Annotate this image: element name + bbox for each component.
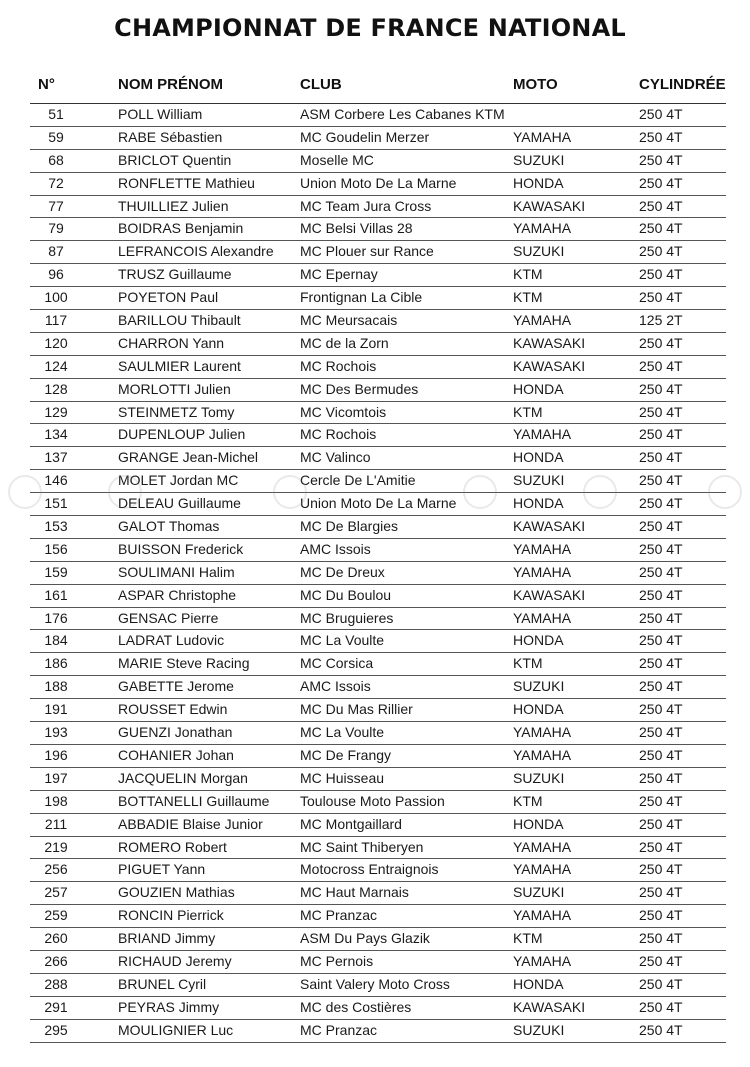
cell-num: 161 (44, 586, 68, 603)
table-row (30, 859, 726, 882)
cell-name: ASPAR Christophe (118, 586, 237, 603)
cell-name: BRUNEL Cyril (118, 975, 207, 992)
table-row (30, 539, 726, 562)
cell-name: BUISSON Frederick (118, 540, 244, 557)
cell-name: PEYRAS Jimmy (118, 998, 220, 1015)
cell-moto: KAWASAKI (513, 357, 586, 374)
cell-club: MC De Frangy (300, 746, 392, 763)
cell-num: 120 (44, 334, 68, 351)
cell-cylindree: 250 4T (639, 609, 683, 626)
cell-num: 159 (44, 563, 68, 580)
cell-moto: YAMAHA (513, 540, 572, 557)
cell-club: MC Meursacais (300, 312, 398, 329)
cell-num: 256 (44, 861, 68, 878)
cell-name: MARIE Steve Racing (118, 655, 250, 672)
cell-name: STEINMETZ Tomy (118, 403, 235, 420)
header-name: NOM PRÉNOM (118, 76, 223, 93)
cell-cylindree: 250 4T (639, 815, 683, 832)
cell-moto: KTM (513, 266, 543, 283)
cell-club: MC Plouer sur Rance (300, 243, 434, 260)
cell-name: GENSAC Pierre (118, 609, 219, 626)
cell-club: Union Moto De La Marne (300, 174, 457, 191)
cell-club: MC Montgaillard (300, 815, 402, 832)
cell-cylindree: 250 4T (639, 426, 683, 443)
cell-moto: YAMAHA (513, 426, 572, 443)
cell-num: 68 (48, 151, 64, 168)
table-row (30, 264, 726, 287)
cell-club: Frontignan La Cible (300, 289, 423, 306)
cell-club: MC Haut Marnais (300, 884, 409, 901)
cell-moto: YAMAHA (513, 746, 572, 763)
cell-moto: YAMAHA (513, 609, 572, 626)
cell-cylindree: 250 4T (639, 334, 683, 351)
cell-moto: YAMAHA (513, 128, 572, 145)
cell-club: MC de la Zorn (300, 334, 389, 351)
cell-cylindree: 250 4T (639, 930, 683, 947)
cell-name: MOULIGNIER Luc (118, 1021, 234, 1038)
cell-cylindree: 250 4T (639, 243, 683, 260)
cell-club: MC Valinco (300, 449, 371, 466)
cell-club: ASM Corbere Les Cabanes KTM (300, 106, 505, 122)
cell-club: AMC Issois (300, 540, 371, 557)
cell-num: 186 (44, 655, 68, 672)
cell-name: SOULIMANI Halim (118, 563, 235, 580)
cell-num: 295 (44, 1021, 68, 1038)
cell-cylindree: 250 4T (639, 975, 683, 992)
cell-cylindree: 250 4T (639, 701, 683, 718)
cell-num: 134 (44, 426, 68, 443)
header-club: CLUB (300, 76, 342, 93)
cell-moto: SUZUKI (513, 243, 565, 260)
cell-num: 184 (44, 632, 68, 649)
cell-num: 257 (44, 884, 68, 901)
table-row (30, 379, 726, 402)
cell-moto: HONDA (513, 380, 564, 397)
cell-moto: HONDA (513, 701, 564, 718)
cell-name: LEFRANCOIS Alexandre (118, 243, 274, 260)
cell-moto: HONDA (513, 975, 564, 992)
cell-name: MOLET Jordan MC (118, 472, 239, 489)
cell-moto: YAMAHA (513, 952, 572, 969)
cell-club: MC Bruguieres (300, 609, 394, 626)
table-row (30, 241, 726, 264)
cell-num: 77 (48, 197, 64, 214)
table-row (30, 928, 726, 951)
cell-cylindree: 250 4T (639, 724, 683, 741)
cell-num: 128 (44, 380, 68, 397)
cell-num: 156 (44, 540, 68, 557)
header-num: N° (38, 76, 55, 93)
cell-cylindree: 250 4T (639, 174, 683, 191)
cell-club: MC Rochois (300, 426, 377, 443)
cell-club: MC Des Bermudes (300, 380, 419, 397)
cell-moto: SUZUKI (513, 884, 565, 901)
table-row (30, 562, 726, 585)
cell-club: MC Pranzac (300, 907, 378, 924)
table-row (30, 722, 726, 745)
cell-cylindree: 250 4T (639, 655, 683, 672)
cell-num: 96 (48, 266, 64, 283)
cell-club: MC Vicomtois (300, 403, 387, 420)
table-row (30, 814, 726, 837)
table-row (30, 1020, 726, 1043)
cell-name: DELEAU Guillaume (118, 495, 241, 512)
cell-cylindree: 250 4T (639, 380, 683, 397)
table-row (30, 218, 726, 241)
cell-cylindree: 250 4T (639, 151, 683, 168)
cell-name: GALOT Thomas (118, 518, 220, 535)
cell-moto: YAMAHA (513, 312, 572, 329)
cell-name: RICHAUD Jeremy (118, 952, 232, 969)
cell-name: BARILLOU Thibault (118, 312, 241, 329)
table-row (30, 974, 726, 997)
table-row (30, 310, 726, 333)
cell-club: MC De Dreux (300, 563, 385, 580)
header-cylindree: CYLINDRÉE (639, 76, 726, 93)
table-row (30, 905, 726, 928)
table-row (30, 676, 726, 699)
cell-moto: SUZUKI (513, 769, 565, 786)
cell-name: ROMERO Robert (118, 838, 227, 855)
cell-cylindree: 250 4T (639, 472, 683, 489)
table-row (30, 447, 726, 470)
cell-club: Moselle MC (300, 151, 374, 168)
cell-num: 146 (44, 472, 68, 489)
cell-cylindree: 250 4T (639, 952, 683, 969)
cell-cylindree: 250 4T (639, 678, 683, 695)
cell-club: MC Du Mas Rillier (300, 701, 413, 718)
cell-cylindree: 250 4T (639, 563, 683, 580)
cell-num: 72 (48, 174, 64, 191)
cell-cylindree: 250 4T (639, 518, 683, 535)
cell-moto: HONDA (513, 815, 564, 832)
cell-name: BOTTANELLI Guillaume (118, 792, 270, 809)
cell-num: 197 (44, 769, 68, 786)
cell-num: 117 (44, 312, 68, 329)
table-row (30, 196, 726, 219)
cell-cylindree: 250 4T (639, 197, 683, 214)
table-row (30, 516, 726, 539)
cell-cylindree: 250 4T (639, 1021, 683, 1038)
riders-table (30, 103, 726, 1043)
table-row (30, 608, 726, 631)
cell-cylindree: 250 4T (639, 266, 683, 283)
cell-club: MC Pernois (300, 952, 374, 969)
cell-num: 188 (44, 678, 68, 695)
cell-club: MC La Voulte (300, 724, 385, 741)
cell-moto: KAWASAKI (513, 998, 586, 1015)
table-row (30, 791, 726, 814)
table-row (30, 768, 726, 791)
page-title: CHAMPIONNAT DE FRANCE NATIONAL (114, 14, 626, 42)
cell-moto: KTM (513, 930, 543, 947)
cell-cylindree: 250 4T (639, 540, 683, 557)
cell-name: RONCIN Pierrick (118, 907, 224, 924)
cell-name: BRICLOT Quentin (118, 151, 232, 168)
cell-moto: HONDA (513, 174, 564, 191)
cell-club: AMC Issois (300, 678, 371, 695)
table-row (30, 127, 726, 150)
cell-num: 260 (44, 930, 68, 947)
cell-cylindree: 250 4T (639, 861, 683, 878)
cell-num: 266 (44, 952, 68, 969)
cell-moto: YAMAHA (513, 724, 572, 741)
cell-name: RABE Sébastien (118, 128, 223, 145)
cell-cylindree: 250 4T (639, 220, 683, 237)
cell-moto: KTM (513, 655, 543, 672)
cell-club: MC Belsi Villas 28 (300, 220, 413, 237)
cell-name: ABBADIE Blaise Junior (118, 815, 263, 832)
cell-club: MC Saint Thiberyen (300, 838, 424, 855)
cell-club: MC Goudelin Merzer (300, 128, 430, 145)
cell-moto: KTM (513, 403, 543, 420)
cell-name: BRIAND Jimmy (118, 930, 216, 947)
cell-cylindree: 250 4T (639, 586, 683, 603)
cell-moto: KAWASAKI (513, 334, 586, 351)
cell-num: 51 (48, 106, 64, 122)
cell-num: 288 (44, 975, 68, 992)
cell-num: 176 (44, 609, 68, 626)
cell-cylindree: 250 4T (639, 884, 683, 901)
cell-cylindree: 250 4T (639, 838, 683, 855)
cell-name: MORLOTTI Julien (118, 380, 231, 397)
cell-name: POYETON Paul (118, 289, 219, 306)
cell-num: 291 (44, 998, 68, 1015)
cell-club: Union Moto De La Marne (300, 495, 457, 512)
cell-num: 59 (48, 128, 64, 145)
table-header (30, 76, 726, 100)
table-row (30, 951, 726, 974)
cell-name: PIGUET Yann (118, 861, 206, 878)
cell-cylindree: 250 4T (639, 449, 683, 466)
table-row (30, 104, 726, 127)
cell-club: MC Corsica (300, 655, 374, 672)
table-row (30, 653, 726, 676)
cell-club: Cercle De L'Amitie (300, 472, 416, 489)
table-row (30, 585, 726, 608)
cell-moto: SUZUKI (513, 678, 565, 695)
table-row (30, 173, 726, 196)
cell-name: BOIDRAS Benjamin (118, 220, 244, 237)
table-row (30, 882, 726, 905)
cell-num: 151 (44, 495, 68, 512)
cell-club: ASM Du Pays Glazik (300, 930, 430, 947)
cell-moto: KAWASAKI (513, 518, 586, 535)
cell-cylindree: 250 4T (639, 403, 683, 420)
cell-cylindree: 250 4T (639, 907, 683, 924)
cell-club: MC La Voulte (300, 632, 385, 649)
cell-num: 87 (48, 243, 64, 260)
cell-num: 129 (44, 403, 68, 420)
table-row (30, 493, 726, 516)
cell-name: CHARRON Yann (118, 334, 225, 351)
cell-cylindree: 250 4T (639, 998, 683, 1015)
cell-moto: HONDA (513, 632, 564, 649)
cell-club: MC Du Boulou (300, 586, 392, 603)
cell-num: 198 (44, 792, 68, 809)
cell-club: MC Epernay (300, 266, 378, 283)
table-row (30, 287, 726, 310)
cell-club: MC Rochois (300, 357, 377, 374)
header-moto: MOTO (513, 76, 558, 93)
cell-num: 153 (44, 518, 68, 535)
cell-num: 219 (44, 838, 68, 855)
cell-num: 100 (44, 289, 68, 306)
cell-cylindree: 250 4T (639, 357, 683, 374)
table-row (30, 402, 726, 425)
cell-name: GABETTE Jerome (118, 678, 234, 695)
cell-club: Saint Valery Moto Cross (300, 975, 450, 992)
cell-name: LADRAT Ludovic (118, 632, 225, 649)
cell-num: 124 (44, 357, 68, 374)
cell-moto: KAWASAKI (513, 586, 586, 603)
cell-name: COHANIER Johan (118, 746, 234, 763)
table-row (30, 424, 726, 447)
table-row (30, 150, 726, 173)
cell-name: POLL William (118, 106, 203, 122)
cell-name: DUPENLOUP Julien (118, 426, 246, 443)
cell-moto: YAMAHA (513, 838, 572, 855)
cell-num: 191 (44, 701, 68, 718)
cell-cylindree: 250 4T (639, 495, 683, 512)
cell-moto: SUZUKI (513, 1021, 565, 1038)
table-row (30, 333, 726, 356)
table-row (30, 699, 726, 722)
cell-num: 79 (48, 220, 64, 237)
cell-name: GOUZIEN Mathias (118, 884, 235, 901)
cell-name: GRANGE Jean-Michel (118, 449, 259, 466)
cell-num: 137 (44, 449, 68, 466)
cell-cylindree: 250 4T (639, 106, 683, 122)
cell-club: Toulouse Moto Passion (300, 792, 445, 809)
cell-club: MC De Blargies (300, 518, 399, 535)
table-row (30, 356, 726, 379)
cell-moto: SUZUKI (513, 472, 565, 489)
cell-moto: YAMAHA (513, 563, 572, 580)
cell-moto: YAMAHA (513, 907, 572, 924)
table-row (30, 837, 726, 860)
cell-name: RONFLETTE Mathieu (118, 174, 255, 191)
cell-moto: KTM (513, 289, 543, 306)
cell-cylindree: 125 2T (639, 312, 683, 329)
cell-name: THUILLIEZ Julien (118, 197, 229, 214)
cell-name: SAULMIER Laurent (118, 357, 241, 374)
cell-num: 193 (44, 724, 68, 741)
cell-moto: YAMAHA (513, 861, 572, 878)
cell-name: JACQUELIN Morgan (118, 769, 248, 786)
cell-club: MC des Costières (300, 998, 412, 1015)
table-row (30, 745, 726, 768)
cell-moto: YAMAHA (513, 220, 572, 237)
cell-name: TRUSZ Guillaume (118, 266, 232, 283)
cell-cylindree: 250 4T (639, 769, 683, 786)
table-row (30, 997, 726, 1020)
cell-moto: HONDA (513, 495, 564, 512)
cell-cylindree: 250 4T (639, 792, 683, 809)
cell-cylindree: 250 4T (639, 289, 683, 306)
cell-moto: KTM (513, 792, 543, 809)
cell-cylindree: 250 4T (639, 746, 683, 763)
table-row (30, 630, 726, 653)
cell-num: 211 (44, 815, 68, 832)
cell-cylindree: 250 4T (639, 632, 683, 649)
cell-name: GUENZI Jonathan (118, 724, 233, 741)
cell-num: 259 (44, 907, 68, 924)
cell-club: MC Huisseau (300, 769, 385, 786)
cell-moto: HONDA (513, 449, 564, 466)
cell-club: Motocross Entraignois (300, 861, 439, 878)
cell-num: 196 (44, 746, 68, 763)
cell-moto: KAWASAKI (513, 197, 586, 214)
cell-moto: SUZUKI (513, 151, 565, 168)
cell-club: MC Pranzac (300, 1021, 378, 1038)
cell-name: ROUSSET Edwin (118, 701, 228, 718)
cell-club: MC Team Jura Cross (300, 197, 432, 214)
cell-cylindree: 250 4T (639, 128, 683, 145)
table-row (30, 470, 726, 493)
